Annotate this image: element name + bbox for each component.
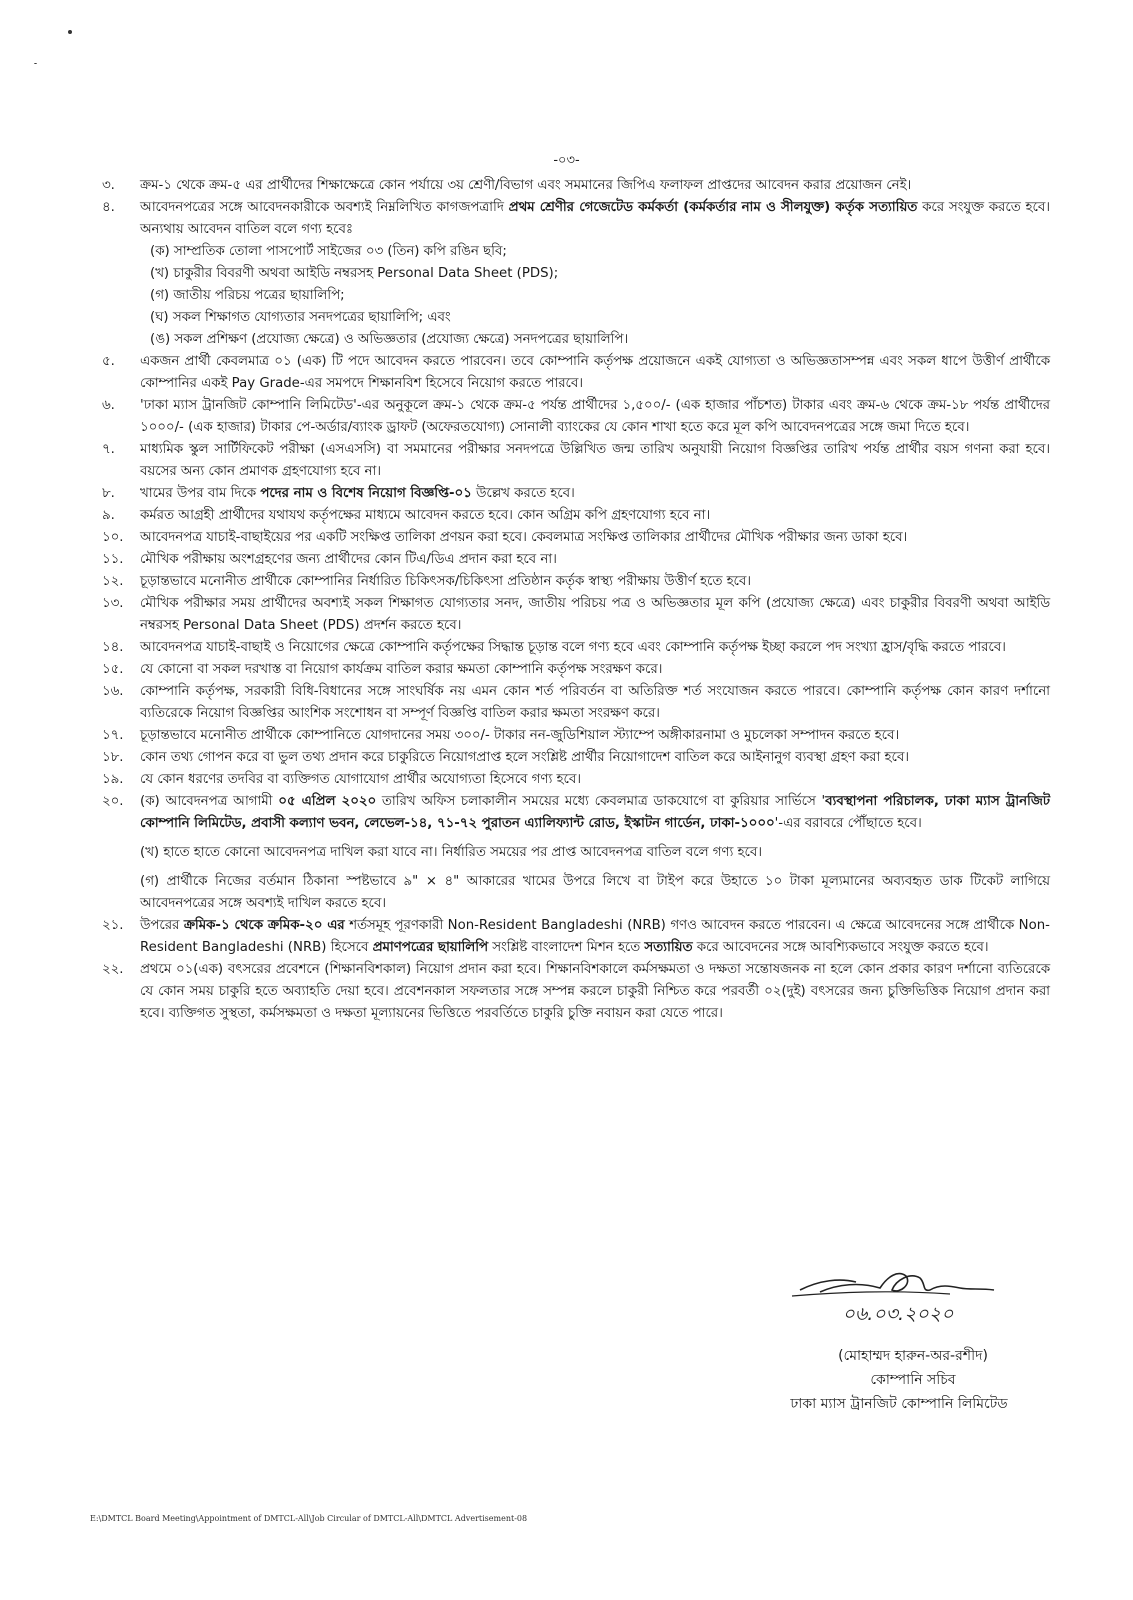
list-item: [102, 175, 1050, 197]
item-number: ৩.: [102, 178, 115, 193]
item-number: ৪.: [102, 200, 115, 215]
bold-text: পদের নাম ও বিশেষ নিয়োগ বিজ্ঞপ্তি-০১: [260, 486, 472, 501]
item-number: ২২.: [102, 962, 124, 977]
list-item: [102, 571, 1050, 593]
list-item: [102, 769, 1050, 791]
signatory-name: (মোহাম্মদ হারুন-অর-রশীদ): [838, 1348, 988, 1364]
item-number: ২০.: [102, 794, 124, 809]
item-text: আবেদনপত্রের সঙ্গে আবেদনকারীকে অবশ্যই নিম্নলিখিত কাগজপত্রাদি প্রথম শ্রেণীর গেজেটেড কর্মকর্তা (কর্মকর্তার নাম ও সীলযুক্ত) কর্তৃক সত্যায়িত করে সংযুক্ত করতে হবে। অন্যথায় আবেদন বাতিল বলে গণ্য হবেঃ (ক) সাম্প্রতিক তোলা পাসপোর্ট সাইজের ০৩ (তিন) কপি রঙিন ছবি; (খ) চাকুরীর বিবরণী অথবা আইডি নম্বরসহ Personal Data Sheet (PDS); (গ) জাতীয় পরিচয় পত্রের ছায়ালিপি; (ঘ) সকল শিক্ষাগত যোগ্যতার সনদপত্রের ছায়ালিপি; এবং (ঙ) সকল প্রশিক্ষণ (প্রযোজ্য ক্ষেত্রে) ও অভিজ্ঞতার (প্রযোজ্য ক্ষেত্রে) সনদপত্রের ছায়ালিপি।: [140, 197, 1050, 351]
item-number: ১৫.: [102, 662, 124, 677]
signatory-block: [768, 1344, 1058, 1416]
item-text: আবেদনপত্র যাচাই-বাছাইয়ের পর একটি সংক্ষিপ্ত তালিকা প্রণয়ন করা হবে। কেবলমাত্র সংক্ষিপ্ত তালিকার প্রার্থীদের মৌখিক পরীক্ষার জন্য ডাকা হবে।: [140, 530, 908, 545]
list-item: [102, 439, 1050, 483]
list-item: [102, 747, 1050, 769]
bold-date: ০৫ এপ্রিল ২০২০: [278, 794, 377, 809]
item-text: চূড়ান্তভাবে মনোনীত প্রার্থীকে কোম্পানিতে যোগদানের সময় ৩০০/- টাকার নন-জুডিশিয়াল স্ট্যাম্পে অঙ্গীকারনামা ও মুচলেকা সম্পাদন করতে হবে।: [140, 728, 900, 743]
item-number: ১১.: [102, 552, 124, 567]
list-item: [102, 197, 1050, 351]
item-text: ক্রম-১ থেকে ক্রম-৫ এর প্রার্থীদের শিক্ষাক্ষেত্রে কোন পর্যায়ে ৩য় শ্রেণী/বিভাগ এবং সমমানের জিপিএ ফলাফল প্রাপ্তদের আবেদন করার প্রয়োজন নেই।: [140, 178, 912, 193]
signatory-designation: কোম্পানি সচিব: [870, 1372, 956, 1388]
item-text: একজন প্রার্থী কেবলমাত্র ০১ (এক) টি পদে আবেদন করতে পারবেন। তবে কোম্পানি কর্তৃপক্ষ প্রয়োজনে একই যোগ্যতা ও অভিজ্ঞতাসম্পন্ন এবং সকল ধাপে উত্তীর্ণ প্রার্থীকে কোম্পানির একই Pay Grade-এর সমপদে শিক্ষানবিশ হিসেবে নিয়োগ করতে পারবে।: [140, 354, 1050, 391]
item-text: উপরের ক্রমিক-১ থেকে ক্রমিক-২০ এর শর্তসমূহ পূরণকারী Non-Resident Bangladeshi (NRB) গণও আবেদন করতে পারবেন। এ ক্ষেত্রে আবেদনের সঙ্গে প্রার্থীকে Non-Resident Bangladeshi (NRB) হিসেবে প্রমাণপত্রের ছায়ালিপি সংশ্লিষ্ট বাংলাদেশ মিশন হতে সত্যায়িত করে আবেদনের সঙ্গে আবশ্যিকভাবে সংযুক্ত করতে হবে।: [140, 918, 1050, 955]
list-item: [102, 959, 1050, 1025]
sub-item: (ঙ) সকল প্রশিক্ষণ (প্রযোজ্য ক্ষেত্রে) ও অভিজ্ঞতার (প্রযোজ্য ক্ষেত্রে) সনদপত্রের ছায়ালিপি।: [150, 332, 629, 347]
list-item: [102, 483, 1050, 505]
document-sublist: [150, 241, 1050, 351]
item-number: ১৩.: [102, 596, 124, 611]
item-text: চূড়ান্তভাবে মনোনীত প্রার্থীকে কোম্পানির নির্ধারিত চিকিৎসক/চিকিৎসা প্রতিষ্ঠান কর্তৃক স্বাস্থ্য পরীক্ষায় উত্তীর্ণ হতে হবে।: [140, 574, 752, 589]
bold-text: প্রথম শ্রেণীর গেজেটেড কর্মকর্তা (কর্মকর্তার নাম ও সীলযুক্ত) কর্তৃক সত্যায়িত: [508, 200, 918, 215]
item-number: ১৮.: [102, 750, 124, 765]
sub-item: (ঘ) সকল শিক্ষাগত যোগ্যতার সনদপত্রের ছায়ালিপি; এবং: [150, 310, 451, 325]
sub-item: (ক) সাম্প্রতিক তোলা পাসপোর্ট সাইজের ০৩ (তিন) কপি রঙিন ছবি;: [150, 244, 507, 259]
paragraph-ga: (গ) প্রার্থীকে নিজের বর্তমান ঠিকানা স্পষ্টভাবে ৯" × ৪" আকারের খামের উপরে লিখে বা টাইপ করে উহাতে ১০ টাকা মূল্যমানের অব্যবহৃত ডাক টিকেট লাগিয়ে আবেদনপত্রের সঙ্গে অবশ্যই দাখিল করতে হবে।: [140, 874, 1050, 911]
item-number: ৯.: [102, 508, 115, 523]
paragraph-kha: (খ) হাতে হাতে কোনো আবেদনপত্র দাখিল করা যাবে না। নির্ধারিত সময়ের পর প্রাপ্ত আবেদনপত্র বাতিল বলে গণ্য হবে।: [140, 845, 763, 860]
item-text: কোম্পানি কর্তৃপক্ষ, সরকারী বিধি-বিধানের সঙ্গে সাংঘর্ষিক নয় এমন কোন শর্ত পরিবর্তন বা অতিরিক্ত শর্ত সংযোজন করতে পারবে। কোম্পানি কর্তৃপক্ষ কোন কারণ দর্শানো ব্যতিরেকে নিয়োগ বিজ্ঞপ্তির আংশিক সংশোধন বা সম্পূর্ণ বিজ্ঞপ্তি বাতিল করার ক্ষমতা সংরক্ষণ করে।: [140, 684, 1050, 721]
item-text: 'ঢাকা ম্যাস ট্রানজিট কোম্পানি লিমিটেড'-এর অনুকূলে ক্রম-১ থেকে ক্রম-৫ পর্যন্ত প্রার্থীদের ১,৫০০/- (এক হাজার পাঁচশত) টাকার এবং ক্রম-৬ থেকে ক্রম-১৮ পর্যন্ত প্রার্থীদের ১০০০/- (এক হাজার) টাকার পে-অর্ডার/ব্যাংক ড্রাফট (অফেরতযোগ্য) সোনালী ব্যাংকের যে কোন শাখা হতে করে মূল কপি আবেদনপত্রের সঙ্গে জমা দিতে হবে।: [140, 398, 1050, 435]
item-text: খামের উপর বাম দিকে পদের নাম ও বিশেষ নিয়োগ বিজ্ঞপ্তি-০১ উল্লেখ করতে হবে।: [140, 486, 575, 501]
list-item: [102, 395, 1050, 439]
list-item: [102, 549, 1050, 571]
item-number: ১৬.: [102, 684, 124, 699]
item-number: ১৪.: [102, 640, 124, 655]
list-item: [102, 351, 1050, 395]
bold-address: ব্যবস্থাপনা পরিচালক, ঢাকা ম্যাস ট্রানজিট কোম্পানি লিমিটেড, প্রবাসী কল্যাণ ভবন, লেভেল-১৪, ৭১-৭২ পুরাতন এ্যালিফ্যান্ট রোড, ইস্কাটন গার্ডেন, ঢাকা-১০০০: [140, 794, 1050, 831]
item-number: ১০.: [102, 530, 124, 545]
paragraph-ka: (ক) আবেদনপত্র আগামী ০৫ এপ্রিল ২০২০ তারিখ অফিস চলাকালীন সময়ের মধ্যে কেবলমাত্র ডাকযোগে বা কুরিয়ার সার্ভিসে 'ব্যবস্থাপনা পরিচালক, ঢাকা ম্যাস ট্রানজিট কোম্পানি লিমিটেড, প্রবাসী কল্যাণ ভবন, লেভেল-১৪, ৭১-৭২ পুরাতন এ্যালিফ্যান্ট রোড, ইস্কাটন গার্ডেন, ঢাকা-১০০০'-এর বরাবরে পৌঁছাতে হবে।: [140, 794, 1050, 831]
page-number: -০৩-: [553, 153, 580, 168]
item-number: ৬.: [102, 398, 115, 413]
sub-item: (খ) চাকুরীর বিবরণী অথবা আইডি নম্বরসহ Personal Data Sheet (PDS);: [150, 266, 559, 281]
item-text: কর্মরত আগ্রহী প্রার্থীদের যথাযথ কর্তৃপক্ষের মাধ্যমে আবেদন করতে হবে। কোন অগ্রিম কপি গ্রহণযোগ্য হবে না।: [140, 508, 711, 523]
list-item: [102, 527, 1050, 549]
item-number: ১২.: [102, 574, 124, 589]
item-text: প্রথমে ০১(এক) বৎসরের প্রবেশনে (শিক্ষানবিশকাল) নিয়োগ প্রদান করা হবে। শিক্ষানবিশকালে কর্মসক্ষমতা ও দক্ষতা সন্তোষজনক না হলে কোন প্রকার কারণ দর্শানো ব্যতিরেকে যে কোন সময় চাকুরি হতে অব্যাহতি দেয়া হবে। প্রবেশনকাল সফলতার সঙ্গে সম্পন্ন করলে চাকুরী নিশ্চিত করে পরবর্তী ০২(দুই) বৎসরের জন্য চুক্তিভিত্তিক নিয়োগ প্রদান করা হবে। ব্যক্তিগত সুস্থতা, কর্মসক্ষমতা ও দক্ষতা মূল্যায়নের ভিত্তিতে পরবর্তিতে চাকুরি চুক্তি নবায়ন করা যেতে পারে।: [140, 962, 1050, 1021]
handwritten-signature: [780, 1262, 1010, 1330]
scan-speck: [34, 63, 37, 64]
list-item: [102, 659, 1050, 681]
item-text: [140, 791, 1050, 915]
list-item: [102, 681, 1050, 725]
list-item: [102, 593, 1050, 637]
item-text: আবেদনপত্র যাচাই-বাছাই ও নিয়োগের ক্ষেত্রে কোম্পানি কর্তৃপক্ষের সিদ্ধান্ত চূড়ান্ত বলে গণ্য হবে এবং কোম্পানি কর্তৃপক্ষ ইচ্ছা করলে পদ সংখ্যা হ্রাস/বৃদ্ধি করতে পারবে।: [140, 640, 1006, 655]
item-number: ৫.: [102, 354, 115, 369]
list-item: [102, 725, 1050, 747]
sub-item: (গ) জাতীয় পরিচয় পত্রের ছায়ালিপি;: [150, 288, 345, 303]
item-text: যে কোন ধরণের তদবির বা ব্যক্তিগত যোগাযোগ প্রার্থীর অযোগ্যতা হিসেবে গণ্য হবে।: [140, 772, 582, 787]
terms-list: [102, 175, 1050, 1025]
signature-date: ০৬.০৩.২০২০: [842, 1303, 954, 1325]
item-text: মৌখিক পরীক্ষায় অংশগ্রহণের জন্য প্রার্থীদের কোন টিএ/ডিএ প্রদান করা হবে না।: [140, 552, 557, 567]
item-number: ২১.: [102, 918, 124, 933]
item-number: ১৯.: [102, 772, 124, 787]
item-number: ৭.: [102, 442, 115, 457]
list-item: [102, 915, 1050, 959]
item-text: মাধ্যমিক স্কুল সার্টিফিকেট পরীক্ষা (এসএসসি) বা সমমানের পরীক্ষার সনদপত্রে উল্লিখিত জন্ম তারিখ অনুযায়ী নিয়োগ বিজ্ঞপ্তির তারিখ পর্যন্ত প্রার্থীর বয়স গণনা করা হবে। বয়সের অন্য কোন প্রমাণক গ্রহণযোগ্য হবে না।: [140, 442, 1050, 479]
item-number: ১৭.: [102, 728, 124, 743]
item-text: মৌখিক পরীক্ষার সময় প্রার্থীদের অবশ্যই সকল শিক্ষাগত যোগ্যতার সনদ, জাতীয় পরিচয় পত্র ও অভিজ্ঞতার মূল কপি (প্রযোজ্য ক্ষেত্রে) এবং চাকুরীর বিবরণী অথবা আইডি নম্বরসহ Personal Data Sheet (PDS) প্রদর্শন করতে হবে।: [140, 596, 1050, 633]
item-text: কোন তথ্য গোপন করে বা ভুল তথ্য প্রদান করে চাকুরিতে নিয়োগপ্রাপ্ত হলে সংশ্লিষ্ট প্রার্থীর নিয়োগাদেশ বাতিল করে আইনানুগ ব্যবস্থা গ্রহণ করা হবে।: [140, 750, 910, 765]
list-item: [102, 637, 1050, 659]
item-number: ৮.: [102, 486, 115, 501]
file-path-footer: E:\DMTCL Board Meeting\Appointment of DMTCL-All\Job Circular of DMTCL-All\DMTCL Advertisement-08: [90, 1514, 528, 1523]
signatory-organization: ঢাকা ম্যাস ট্রানজিট কোম্পানি লিমিটেড: [790, 1396, 1008, 1412]
item-text: যে কোনো বা সকল দরখাস্ত বা নিয়োগ কার্যক্রম বাতিল করার ক্ষমতা কোম্পানি কর্তৃপক্ষ সংরক্ষণ করে।: [140, 662, 663, 677]
list-item: [102, 791, 1050, 915]
scan-speck: [68, 30, 72, 34]
list-item: [102, 505, 1050, 527]
